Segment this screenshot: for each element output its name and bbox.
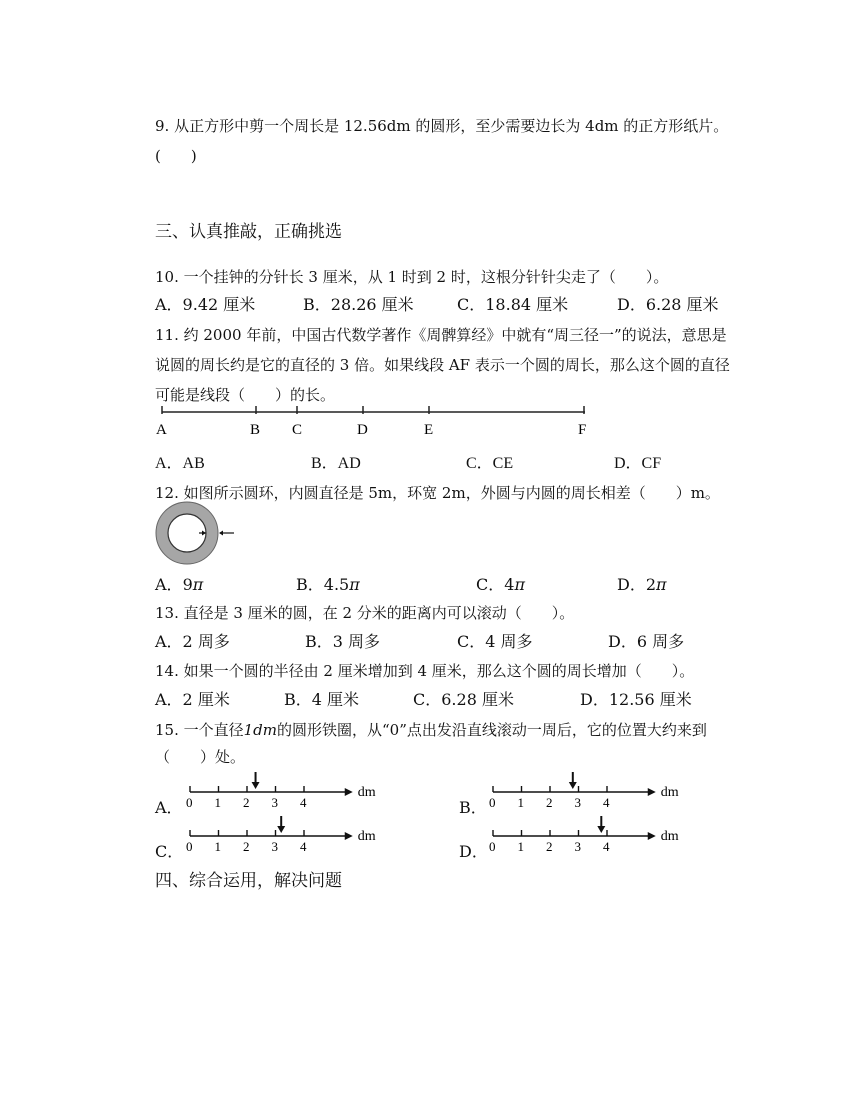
- pi-symbol: π: [514, 575, 525, 594]
- unit-label: dm: [357, 785, 376, 800]
- pi-symbol: π: [192, 575, 204, 594]
- q14-option-b: B．4 厘米: [284, 690, 360, 709]
- q12-option-c-value: 4: [504, 575, 515, 594]
- tick-label: 0: [489, 795, 496, 810]
- label-d: D: [357, 422, 368, 438]
- unit-label: dm: [357, 829, 376, 844]
- question-12-text: 12. 如图所示圆环，内圆直径是 5m，环宽 2m，外圆与内圆的周长相差（ ）m。: [155, 484, 720, 502]
- number-line-b: [483, 770, 683, 810]
- q15-option-b-letter: B．: [459, 798, 487, 817]
- q12-option-b-value: 4.5: [323, 575, 350, 594]
- q10-option-a: A．9.42 厘米: [155, 295, 256, 314]
- question-11-line-2: 说圆的周长约是它的直径的 3 倍。如果线段 AF 表示一个圆的周长，那么这个圆的直径: [155, 356, 730, 374]
- position-arrowhead: [597, 826, 605, 833]
- label-a: A: [156, 422, 167, 438]
- pi-symbol: π: [349, 575, 360, 594]
- tick-label: 2: [243, 795, 250, 810]
- q15-option-a-letter: A．: [155, 798, 183, 817]
- q11-option-b: B．AD: [311, 455, 361, 472]
- q12-option-b: [296, 572, 360, 595]
- position-arrowhead: [277, 826, 285, 833]
- q15-formula: 1dm: [243, 721, 277, 739]
- position-arrowhead: [252, 782, 260, 789]
- q12-option-a-letter: A．: [155, 575, 183, 594]
- q15-option-d-letter: D．: [459, 842, 488, 861]
- q12-option-c: [476, 572, 525, 595]
- tick-label: 2: [243, 839, 250, 854]
- tick-label: 0: [186, 795, 193, 810]
- axis-arrowhead: [648, 832, 656, 840]
- question-13-text: 13. 直径是 3 厘米的圆，在 2 分米的距离内可以滚动（ ）。: [155, 604, 575, 622]
- axis-arrowhead: [345, 788, 353, 796]
- q12-option-b-letter: B．: [296, 575, 324, 594]
- ring-diagram: [152, 500, 242, 566]
- question-9-answer-blank: ( ): [155, 147, 197, 165]
- q10-option-c: C．18.84 厘米: [457, 295, 569, 314]
- tick-label: 0: [186, 839, 193, 854]
- q12-option-d-value: 2: [645, 575, 657, 594]
- question-15-text: [155, 719, 707, 740]
- label-b: B: [250, 422, 261, 438]
- number-line-d: [483, 814, 683, 854]
- axis-arrowhead: [648, 788, 656, 796]
- axis-arrowhead: [345, 832, 353, 840]
- tick-label: 2: [546, 795, 553, 810]
- q13-option-b: B．3 周多: [305, 632, 381, 651]
- q14-option-a: A．2 厘米: [155, 690, 230, 709]
- q15-option-c-letter: C．: [155, 842, 184, 861]
- q11-option-a: A．AB: [155, 455, 205, 472]
- q12-option-a: [155, 572, 203, 595]
- tick-label: 4: [300, 839, 307, 854]
- tick-label: 4: [300, 795, 307, 810]
- number-line-c: [180, 814, 380, 854]
- q13-option-a: A．2 周多: [155, 632, 230, 651]
- q13-option-d: D．6 周多: [608, 632, 685, 651]
- label-c: C: [292, 422, 303, 438]
- q11-option-d: D．CF: [614, 455, 662, 472]
- tick-label: 3: [574, 795, 581, 810]
- tick-label: 1: [517, 795, 524, 810]
- q10-option-d: D．6.28 厘米: [617, 295, 719, 314]
- tick-label: 4: [603, 795, 610, 810]
- section-4-title: 四、综合运用，解决问题: [155, 871, 342, 891]
- tick-label: 0: [489, 839, 496, 854]
- q11-option-c: C．CE: [466, 455, 514, 472]
- q14-option-d: D．12.56 厘米: [580, 690, 692, 709]
- question-9-text: 9. 从正方形中剪一个周长是 12.56dm 的圆形，至少需要边长为 4dm 的正方形纸片。: [155, 117, 729, 135]
- position-arrowhead: [569, 782, 577, 789]
- tick-label: 3: [271, 839, 278, 854]
- unit-label: dm: [660, 829, 679, 844]
- question-11-line-3: 可能是线段（ ）的长。: [155, 386, 336, 404]
- question-11-line-1: 11. 约 2000 年前，中国古代数学著作《周髀算经》中就有“周三径一”的说法，意思是: [155, 326, 727, 344]
- pi-symbol: π: [656, 575, 667, 594]
- question-14-text: 14. 如果一个圆的半径由 2 厘米增加到 4 厘米，那么这个圆的周长增加（ ）。: [155, 662, 695, 680]
- question-15-line-2: （ ）处。: [155, 748, 246, 766]
- label-e: E: [424, 422, 434, 438]
- tick-label: 4: [603, 839, 610, 854]
- segment-diagram: [150, 402, 600, 442]
- q10-option-b: B．28.26 厘米: [303, 295, 414, 314]
- q12-option-a-value: 9: [182, 575, 193, 594]
- q15-text-before: 15. 一个直径: [155, 721, 244, 739]
- tick-label: 1: [214, 839, 221, 854]
- unit-label: dm: [660, 785, 679, 800]
- q14-option-c: C．6.28 厘米: [413, 690, 514, 709]
- q12-option-d-letter: D．: [617, 575, 646, 594]
- question-10-text: 10. 一个挂钟的分针长 3 厘米，从 1 时到 2 时，这根分针针尖走了（ ）。: [155, 268, 669, 286]
- arrowhead-out: [219, 531, 223, 536]
- q12-option-c-letter: C．: [476, 575, 505, 594]
- tick-label: 1: [517, 839, 524, 854]
- tick-label: 1: [214, 795, 221, 810]
- tick-label: 3: [574, 839, 581, 854]
- tick-label: 2: [546, 839, 553, 854]
- number-line-a: [180, 770, 380, 810]
- q15-text-after: 的圆形铁圈，从“0”点出发沿直线滚动一周后，它的位置大约来到: [277, 721, 707, 739]
- q13-option-c: C．4 周多: [457, 632, 533, 651]
- label-f: F: [578, 422, 587, 438]
- tick-label: 3: [271, 795, 278, 810]
- section-3-title: 三、认真推敲，正确挑选: [155, 222, 342, 242]
- q12-option-d: [617, 572, 667, 595]
